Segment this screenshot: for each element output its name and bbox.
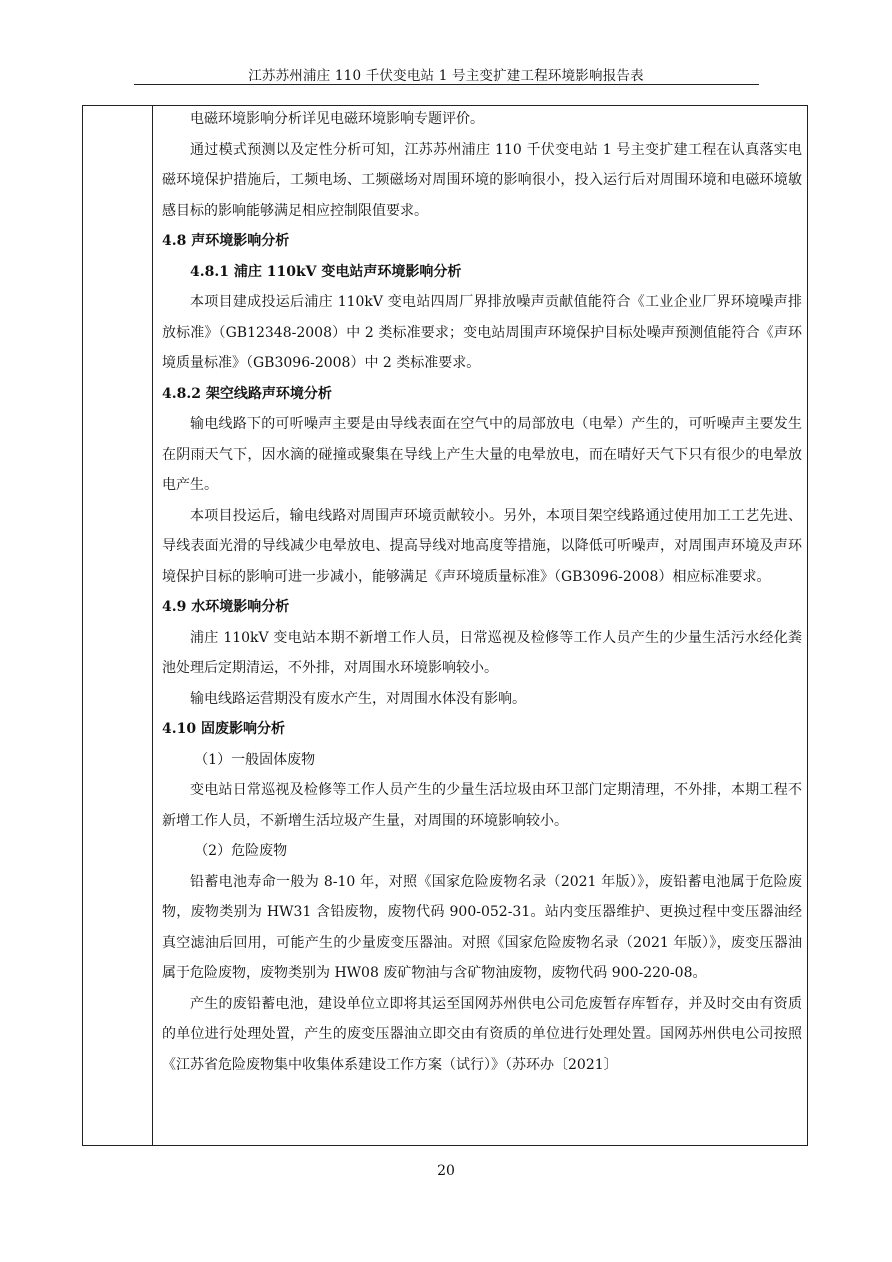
paragraph-line-wastewater: 输电线路运营期没有废水产生，对周围水体没有影响。: [190, 690, 526, 707]
paragraph-substation-noise: 本项目建成投运后浦庄 110kV 变电站四周厂界排放噪声贡献值能符合《工业企业厂界环境噪声排放标准》（GB12348-2008）中 2 类标准要求；变电站周围声环境保护目标处噪声预测值能符合《声环境质量标准》（GB3096-2008）中 2 类标准要求。: [162, 294, 802, 371]
paragraph-em-reference: 电磁环境影响分析详见电磁环境影响专题评价。: [190, 111, 484, 127]
subsection-heading-4-8-2: 4.8.2 架空线路声环境分析: [162, 385, 332, 402]
header-rule: [134, 84, 759, 85]
paragraph-em-conclusion: 通过模式预测以及定性分析可知，江苏苏州浦庄 110 千伏变电站 1 号主变扩建工程在认真落实电磁环境保护措施后，工频电场、工频磁场对周围环境的影响很小，投入运行后对周围环境和电磁环境敏感目标的影响能够满足相应控制限值要求。: [162, 141, 802, 219]
paragraph-hazardous-disposal: 产生的废铅蓄电池，建设单位立即将其运至国网苏州供电公司危废暂存库暂存，并及时交由有资质的单位进行处理处置，产生的废变压器油立即交由有资质的单位进行处理处置。国网苏州供电公司按照《江苏省危险废物集中收集体系建设工作方案（试行）》（苏环办〔2021〕: [162, 995, 802, 1073]
paragraph-general-waste: 变电站日常巡视及检修等工作人员产生的少量生活垃圾由环卫部门定期清理，不外排，本期工程不新增工作人员，不新增生活垃圾产生量，对周围的环境影响较小。: [162, 782, 802, 829]
paragraph-hazardous-waste: 铅蓄电池寿命一般为 8-10 年，对照《国家危险废物名录（2021 年版）》，废铅蓄电池属于危险废物，废物类别为 HW31 含铅废物，废物代码 900-052-31。站内变压器维护、更换过程中变压器油经真空滤油后回用，可能产生的少量废变压器油。对照《国家危险废物名录（2021 年版）》，废变压器油属于危险废物，废物类别为 HW08 废矿物油与含矿物油废物，废物代码 900-220-08。: [162, 873, 802, 981]
report-header-title: 江苏苏州浦庄 110 千伏变电站 1 号主变扩建工程环境影响报告表: [248, 68, 644, 84]
section-heading-4-10: 4.10 固废影响分析: [162, 721, 285, 737]
paragraph-wastewater: 浦庄 110kV 变电站本期不新增工作人员，日常巡视及检修等工作人员产生的少量生活污水经化粪池处理后定期清运，不外排，对周围水环境影响较小。: [162, 629, 802, 676]
paragraph-line-noise-measures: 本项目投运后，输电线路对周围声环境贡献较小。另外，本项目架空线路通过使用加工工艺先进、导线表面光滑的导线减少电晕放电、提高导线对地高度等措施，以降低可听噪声，对周围声环境及声环境保护目标的影响可进一步减小，能够满足《声环境质量标准》（GB3096-2008）相应标准要求。: [162, 507, 802, 585]
page-number: 20: [437, 1163, 455, 1179]
main-content: [162, 104, 802, 1080]
subsection-heading-4-8-1: 4.8.1 浦庄 110kV 变电站声环境影响分析: [190, 263, 462, 280]
list-item-hazardous-waste: （2）危险废物: [194, 843, 288, 859]
section-heading-4-8: 4.8 声环境影响分析: [162, 233, 290, 249]
list-item-general-waste: （1）一般固体废物: [194, 751, 316, 768]
paragraph-corona-noise: 输电线路下的可听噪声主要是由导线表面在空气中的局部放电（电晕）产生的，可听噪声主要发生在阴雨天气下，因水滴的碰撞或聚集在导线上产生大量的电晕放电，而在晴好天气下只有很少的电晕放电产生。: [162, 416, 802, 493]
table-column-divider: [152, 105, 153, 1146]
section-heading-4-9: 4.9 水环境影响分析: [162, 599, 290, 615]
